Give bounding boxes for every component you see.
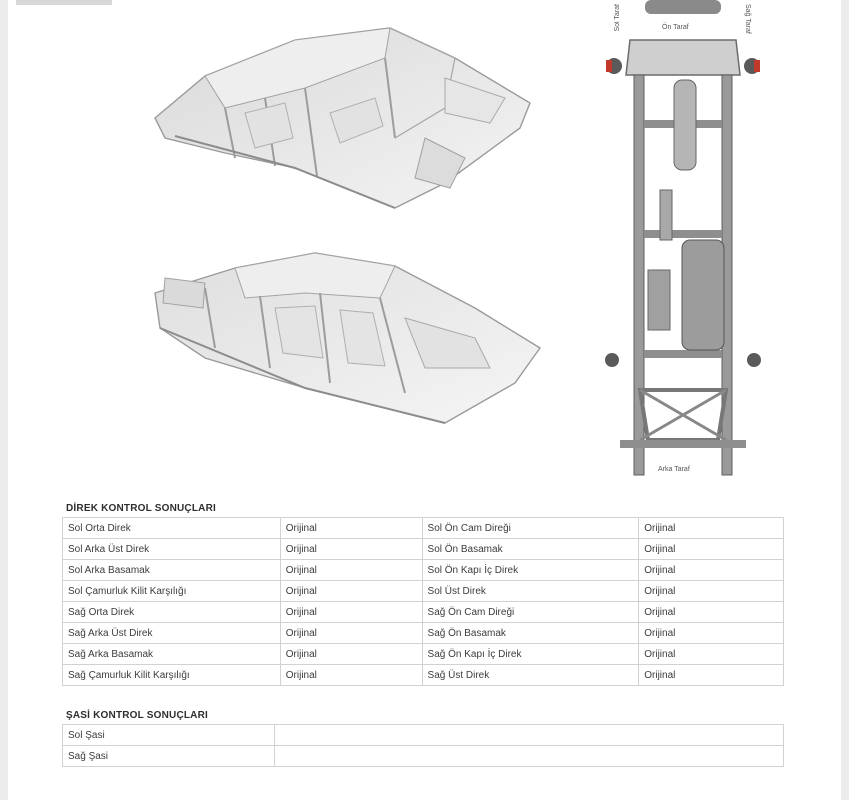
part-status: Orijinal [639, 518, 784, 539]
part-status: Orijinal [639, 560, 784, 581]
part-status: Orijinal [639, 539, 784, 560]
table-row [63, 560, 784, 581]
part-name: Sol Üst Direk [422, 581, 639, 602]
header-fragment [16, 0, 112, 5]
sasi-section-title: ŞASİ KONTROL SONUÇLARI [66, 710, 208, 721]
part-status: Orijinal [639, 602, 784, 623]
chassis-side-name: Sağ Şasi [63, 746, 275, 767]
part-status: Orijinal [280, 581, 422, 602]
chassis-front-label: Ön Taraf [662, 24, 689, 31]
table-row [63, 725, 784, 746]
part-name: Sol Arka Basamak [63, 560, 281, 581]
part-status: Orijinal [639, 623, 784, 644]
direk-section-title: DİREK KONTROL SONUÇLARI [66, 503, 216, 514]
part-status: Orijinal [280, 518, 422, 539]
part-name: Sağ Ön Basamak [422, 623, 639, 644]
table-row [63, 518, 784, 539]
chassis-left-label: Sol Taraf [614, 4, 621, 32]
table-row [63, 746, 784, 767]
part-status: Orijinal [280, 623, 422, 644]
part-name: Sağ Arka Basamak [63, 644, 281, 665]
sasi-results-table [62, 724, 784, 767]
table-row [63, 644, 784, 665]
part-status: Orijinal [280, 665, 422, 686]
part-status: Orijinal [639, 665, 784, 686]
chassis-illustration [600, 0, 766, 480]
part-name: Sol Arka Üst Direk [63, 539, 281, 560]
chassis-drawing [600, 0, 766, 480]
part-status: Orijinal [639, 581, 784, 602]
part-status: Orijinal [280, 539, 422, 560]
part-status: Orijinal [280, 602, 422, 623]
part-name: Sol Orta Direk [63, 518, 281, 539]
chassis-side-status [274, 746, 783, 767]
car-body-rear-left-drawing [145, 248, 545, 438]
part-name: Sağ Orta Direk [63, 602, 281, 623]
chassis-side-name: Sol Şasi [63, 725, 275, 746]
part-name: Sağ Çamurluk Kilit Karşılığı [63, 665, 281, 686]
part-status: Orijinal [280, 644, 422, 665]
table-row [63, 623, 784, 644]
table-row [63, 581, 784, 602]
table-row [63, 665, 784, 686]
part-name: Sağ Üst Direk [422, 665, 639, 686]
part-name: Sol Ön Cam Direği [422, 518, 639, 539]
part-name: Sol Ön Kapı İç Direk [422, 560, 639, 581]
car-body-front-left-drawing [145, 18, 535, 218]
part-name: Sağ Arka Üst Direk [63, 623, 281, 644]
chassis-side-status [274, 725, 783, 746]
part-name: Sağ Ön Cam Direği [422, 602, 639, 623]
part-status: Orijinal [280, 560, 422, 581]
car-body-illustration-rear-left [145, 248, 545, 438]
table-row [63, 602, 784, 623]
chassis-rear-label: Arka Taraf [658, 466, 690, 473]
part-name: Sol Çamurluk Kilit Karşılığı [63, 581, 281, 602]
part-name: Sol Ön Basamak [422, 539, 639, 560]
direk-results-table [62, 517, 784, 686]
table-row [63, 539, 784, 560]
part-name: Sağ Ön Kapı İç Direk [422, 644, 639, 665]
chassis-right-label: Sağ Taraf [744, 4, 751, 34]
part-status: Orijinal [639, 644, 784, 665]
car-body-illustration-front-left [145, 18, 535, 218]
